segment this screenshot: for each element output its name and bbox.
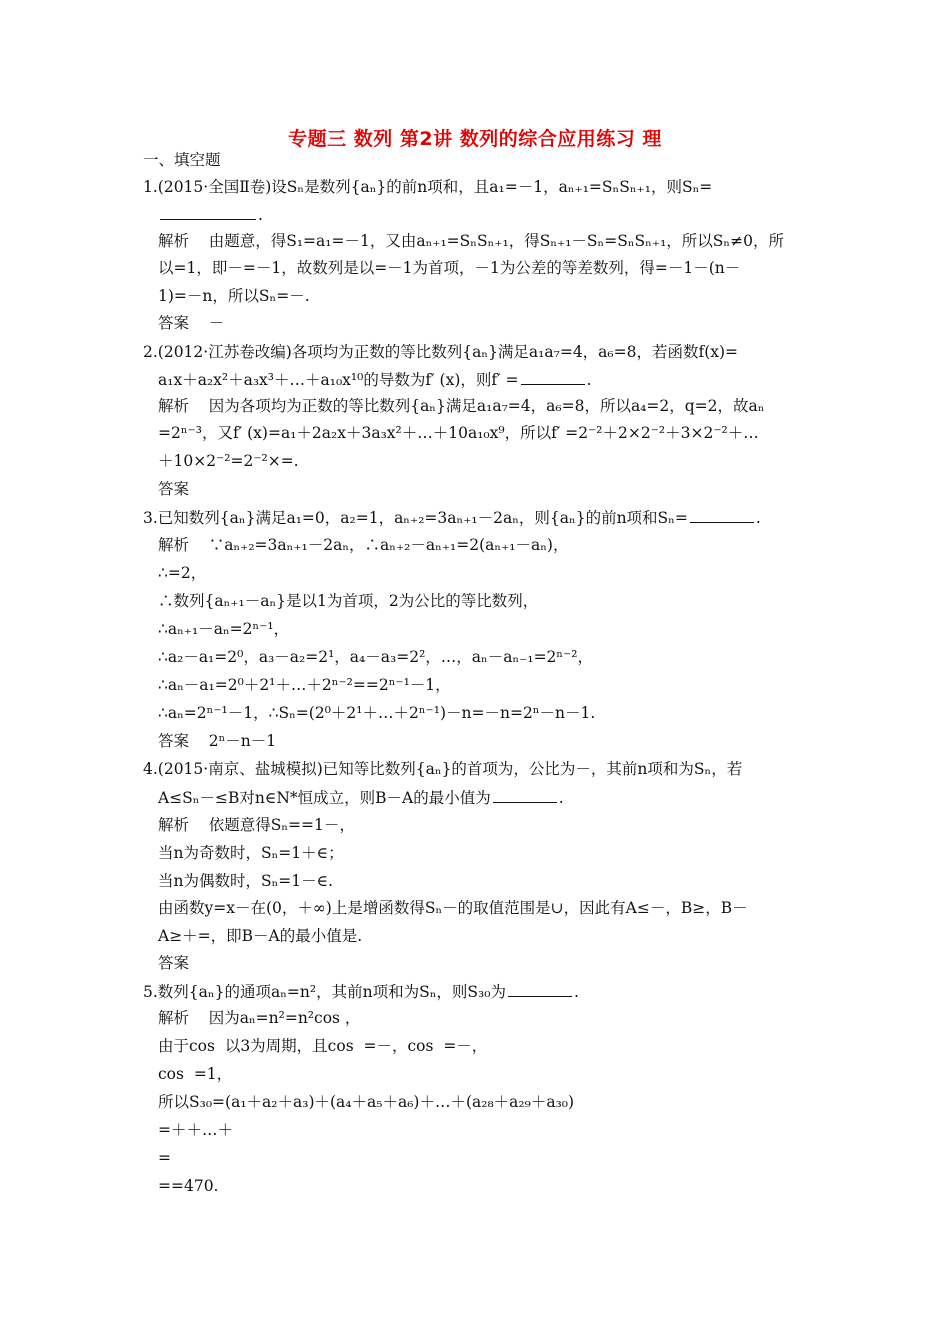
- q5-solution-line: ==470.: [158, 1177, 219, 1195]
- q5-solution: 解析 因为aₙ=n²=n²cos ，: [158, 1009, 361, 1027]
- q3-solution: 解析 ∵aₙ₊₂=3aₙ₊₁－2aₙ，∴aₙ₊₂－aₙ₊₁=2(aₙ₊₁－aₙ)，: [158, 536, 569, 554]
- q1-answer: 答案 －: [158, 314, 225, 332]
- q4-stem-line: A≤Sₙ－≤B对n∈N*恒成立，则B－A的最小值为 .: [158, 789, 564, 807]
- q5-solution-line: 所以S₃₀=(a₁＋a₂＋a₃)＋(a₄＋a₅＋a₆)＋…＋(a₂₈＋a₂₉＋a₃₀): [158, 1093, 575, 1111]
- q3-solution-line: ∴aₙ=2ⁿ⁻¹－1，∴Sₙ=(2⁰＋2¹＋…＋2ⁿ⁻¹)－n=－n=2ⁿ－n－1.: [158, 704, 596, 722]
- q4-answer: 答案: [158, 954, 190, 972]
- q1-stem: 1.(2015·全国Ⅱ卷)设Sₙ是数列{aₙ}的前n项和，且a₁=－1，aₙ₊₁=SₙSₙ₊₁，则Sₙ=: [143, 178, 713, 196]
- answer-blank: [508, 981, 572, 997]
- answer-blank: [690, 507, 754, 523]
- q3-stem: 3.已知数列{aₙ}满足a₁=0，a₂=1，aₙ₊₂=3aₙ₊₁－2aₙ，则{aₙ}的前n项和Sₙ= .: [143, 509, 761, 527]
- q4-stem: 4.(2015·南京、盐城模拟)已知等比数列{aₙ}的首项为，公比为－，其前n项和为Sₙ，若: [143, 760, 743, 778]
- q4-solution: 解析 依题意得Sₙ==1－，: [158, 816, 355, 834]
- answer-blank: [521, 369, 585, 385]
- q4-solution-line: 当n为偶数时，Sₙ=1－∈.: [158, 872, 334, 890]
- q1-solution-line: 1)=－n，所以Sₙ=－.: [158, 287, 310, 305]
- q3-solution-line: ∴a₂－a₁=2⁰，a₃－a₂=2¹，a₄－a₃=2²，…，aₙ－aₙ₋₁=2ⁿ⁻²，: [158, 648, 594, 666]
- q3-solution-line: ∴数列{aₙ₊₁－aₙ}是以1为首项，2为公比的等比数列，: [158, 592, 539, 610]
- answer-blank: [493, 787, 557, 803]
- q2-solution: 解析 因为各项均为正数的等比数列{aₙ}满足a₁a₇=4，a₆=8，所以a₄=2，q=2，故aₙ: [158, 397, 765, 415]
- page-title: 专题三 数列 第2讲 数列的综合应用练习 理: [288, 128, 662, 150]
- q4-solution-line: 由函数y=x－在(0，＋∞)上是增函数得Sₙ－的取值范围是∪，因此有A≤－，B≥，B－: [158, 899, 748, 917]
- q3-answer: 答案 2ⁿ－n－1: [158, 732, 277, 750]
- q1-solution: 解析 由题意，得S₁=a₁=－1，又由aₙ₊₁=SₙSₙ₊₁，得Sₙ₊₁－Sₙ=SₙSₙ₊₁，所以Sₙ≠0，所: [158, 232, 784, 250]
- q3-solution-line: ∴=2，: [158, 564, 207, 582]
- q2-answer: 答案: [158, 480, 190, 498]
- q1-solution-line: 以=1，即－=－1，故数列是以=－1为首项，－1为公差的等差数列，得=－1－(n－: [158, 259, 741, 277]
- q5-stem: 5.数列{aₙ}的通项aₙ=n²，其前n项和为Sₙ，则S₃₀为 .: [143, 983, 579, 1001]
- q5-solution-line: =: [158, 1149, 171, 1167]
- section-heading: 一、填空题: [143, 151, 221, 169]
- q5-solution-line: cos =1，: [158, 1065, 233, 1083]
- q2-solution-line: =2ⁿ⁻³，又f′ (x)=a₁＋2a₂x＋3a₃x²＋…＋10a₁₀x⁹，所以f′ =2⁻²＋2×2⁻²＋3×2⁻²＋…: [158, 424, 759, 442]
- q1-blank-line: .: [158, 204, 263, 225]
- q2-solution-line: ＋10×2⁻²=2⁻²×=.: [158, 452, 299, 470]
- q5-solution-line: =＋＋…＋: [158, 1121, 233, 1139]
- q4-solution-line: 当n为奇数时，Sₙ=1＋∈；: [158, 844, 344, 862]
- answer-blank: [160, 204, 256, 220]
- q5-solution-line: 由于cos 以3为周期，且cos =－，cos =－，: [158, 1037, 488, 1055]
- q2-stem-line: a₁x＋a₂x²＋a₃x³＋…＋a₁₀x¹⁰的导数为f′ (x)，则f′ = .: [158, 371, 592, 389]
- q3-solution-line: ∴aₙ－a₁=2⁰＋2¹＋…＋2ⁿ⁻²==2ⁿ⁻¹－1，: [158, 676, 451, 694]
- q4-solution-line: A≥＋=，即B－A的最小值是.: [158, 927, 363, 945]
- q3-solution-line: ∴aₙ₊₁－aₙ=2ⁿ⁻¹，: [158, 620, 290, 638]
- q2-stem: 2.(2012·江苏卷改编)各项均为正数的等比数列{aₙ}满足a₁a₇=4，a₆=8，若函数f(x)=: [143, 343, 739, 361]
